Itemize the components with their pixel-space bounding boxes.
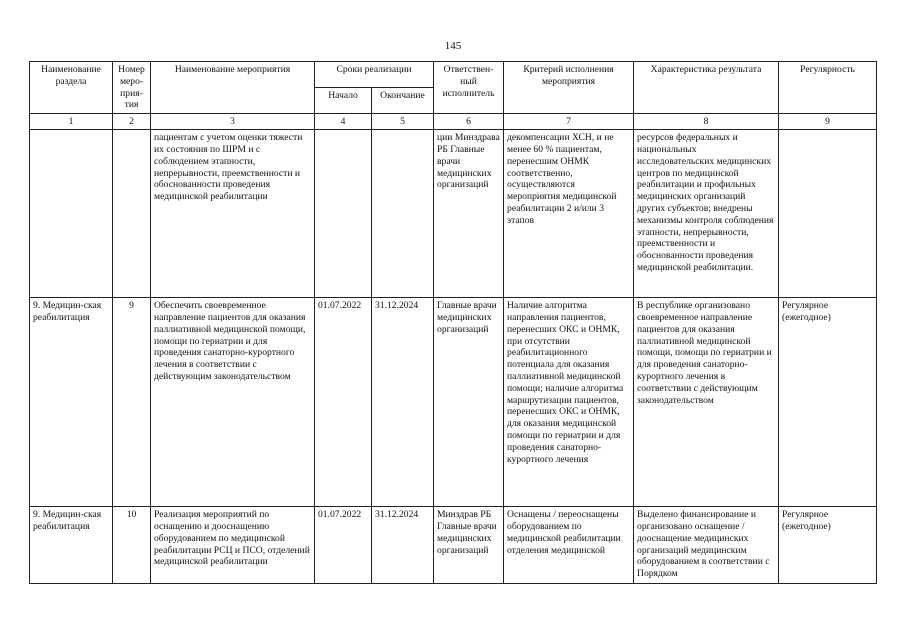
header-terms: Сроки реализации — [315, 62, 434, 88]
table-row — [30, 130, 877, 298]
cell-number: 9 — [113, 298, 151, 507]
cell-result: ресурсов федеральных и национальных исследовательских медицинских центров по медицинской реабилитации и профильных медицинских организаций других субъектов; внедрены механизмы контроля соблюдения этапности, непрерывности, преемственности и обоснованности проведения медицинской реабилитации. — [634, 130, 779, 298]
header-number: Номер меро-прия-тия — [113, 62, 151, 114]
cell-end — [372, 130, 434, 298]
column-number: 8 — [634, 114, 779, 130]
column-number: 4 — [315, 114, 372, 130]
cell-number — [113, 130, 151, 298]
header-regularity: Регулярность — [779, 62, 877, 114]
table-row — [30, 507, 877, 584]
table-row — [30, 298, 877, 507]
column-number: 1 — [30, 114, 113, 130]
cell-regularity: Регулярное (ежегодное) — [779, 507, 877, 584]
header-result: Характеристика результата — [634, 62, 779, 114]
column-number: 9 — [779, 114, 877, 130]
cell-section: 9. Медицин-ская реабилитация — [30, 298, 113, 507]
column-number: 5 — [372, 114, 434, 130]
header-end: Окончание — [372, 88, 434, 114]
cell-measure: Обеспечить своевременное направление пациентов для оказания паллиативной медицинской помощи, помощи по гериатрии и для проведения санаторно-курортного лечения в соответствии с действующим законодательством — [151, 298, 315, 507]
cell-executor: ции Минздрава РБ Главные врачи медицинских организаций — [434, 130, 504, 298]
header-executor: Ответствен-ный исполнитель — [434, 62, 504, 114]
column-number: 7 — [504, 114, 634, 130]
page-number: 145 — [444, 40, 462, 52]
cell-measure: пациентам с учетом оценки тяжести их состояния по ШРМ и с соблюдением этапности, непрерывности, преемственности и обоснованности проведения медицинской реабилитации — [151, 130, 315, 298]
cell-criterion: Наличие алгоритма направления пациентов, перенесших ОКС и ОНМК, при отсутствии реабилитационного потенциала для оказания паллиативной медицинской помощи; наличие алгоритма маршрутизации пациентов, перенесших ОКС и ОНМК, для оказания медицинской помощи по гериатрии и для проведения санаторно-курортного лечения — [504, 298, 634, 507]
cell-executor: Минздрав РБ Главные врачи медицинских организаций — [434, 507, 504, 584]
cell-result: Выделено финансирование и организовано оснащение / дооснащение медицинских организаций медицинским оборудованием в соответствии с Порядком — [634, 507, 779, 584]
cell-regularity — [779, 130, 877, 298]
column-numbers-row — [30, 114, 877, 130]
cell-end: 31.12.2024 — [372, 298, 434, 507]
measures-table — [29, 61, 877, 584]
header-start: Начало — [315, 88, 372, 114]
cell-number: 10 — [113, 507, 151, 584]
header-row — [30, 62, 877, 88]
cell-regularity: Регулярное (ежегодное) — [779, 298, 877, 507]
cell-criterion: Оснащены / переоснащены оборудованием по медицинской реабилитации отделения медицинской — [504, 507, 634, 584]
header-section: Наименование раздела — [30, 62, 113, 114]
cell-executor: Главные врачи медицинских организаций — [434, 298, 504, 507]
header-measure: Наименование мероприятия — [151, 62, 315, 114]
cell-end: 31.12.2024 — [372, 507, 434, 584]
cell-criterion: декомпенсации ХСН, и не менее 60 % пациентам, перенесшим ОНМК соответственно, осуществляются мероприятия медицинской реабилитации 2 и/или 3 этапов — [504, 130, 634, 298]
header-criterion: Критерий исполнения мероприятия — [504, 62, 634, 114]
cell-section: 9. Медицин-ская реабилитация — [30, 507, 113, 584]
cell-section — [30, 130, 113, 298]
column-number: 3 — [151, 114, 315, 130]
cell-start: 01.07.2022 — [315, 298, 372, 507]
cell-measure: Реализация мероприятий по оснащению и дооснащению оборудованием по медицинской реабилитации РСЦ и ПСО, отделений медицинской реабилитации — [151, 507, 315, 584]
cell-start: 01.07.2022 — [315, 507, 372, 584]
column-number: 2 — [113, 114, 151, 130]
cell-start — [315, 130, 372, 298]
column-number: 6 — [434, 114, 504, 130]
cell-result: В республике организовано своевременное направление пациентов для оказания паллиативной медицинской помощи, помощи по гериатрии и для проведения санаторно-курортного лечения в соответствии с действующим законодательством — [634, 298, 779, 507]
